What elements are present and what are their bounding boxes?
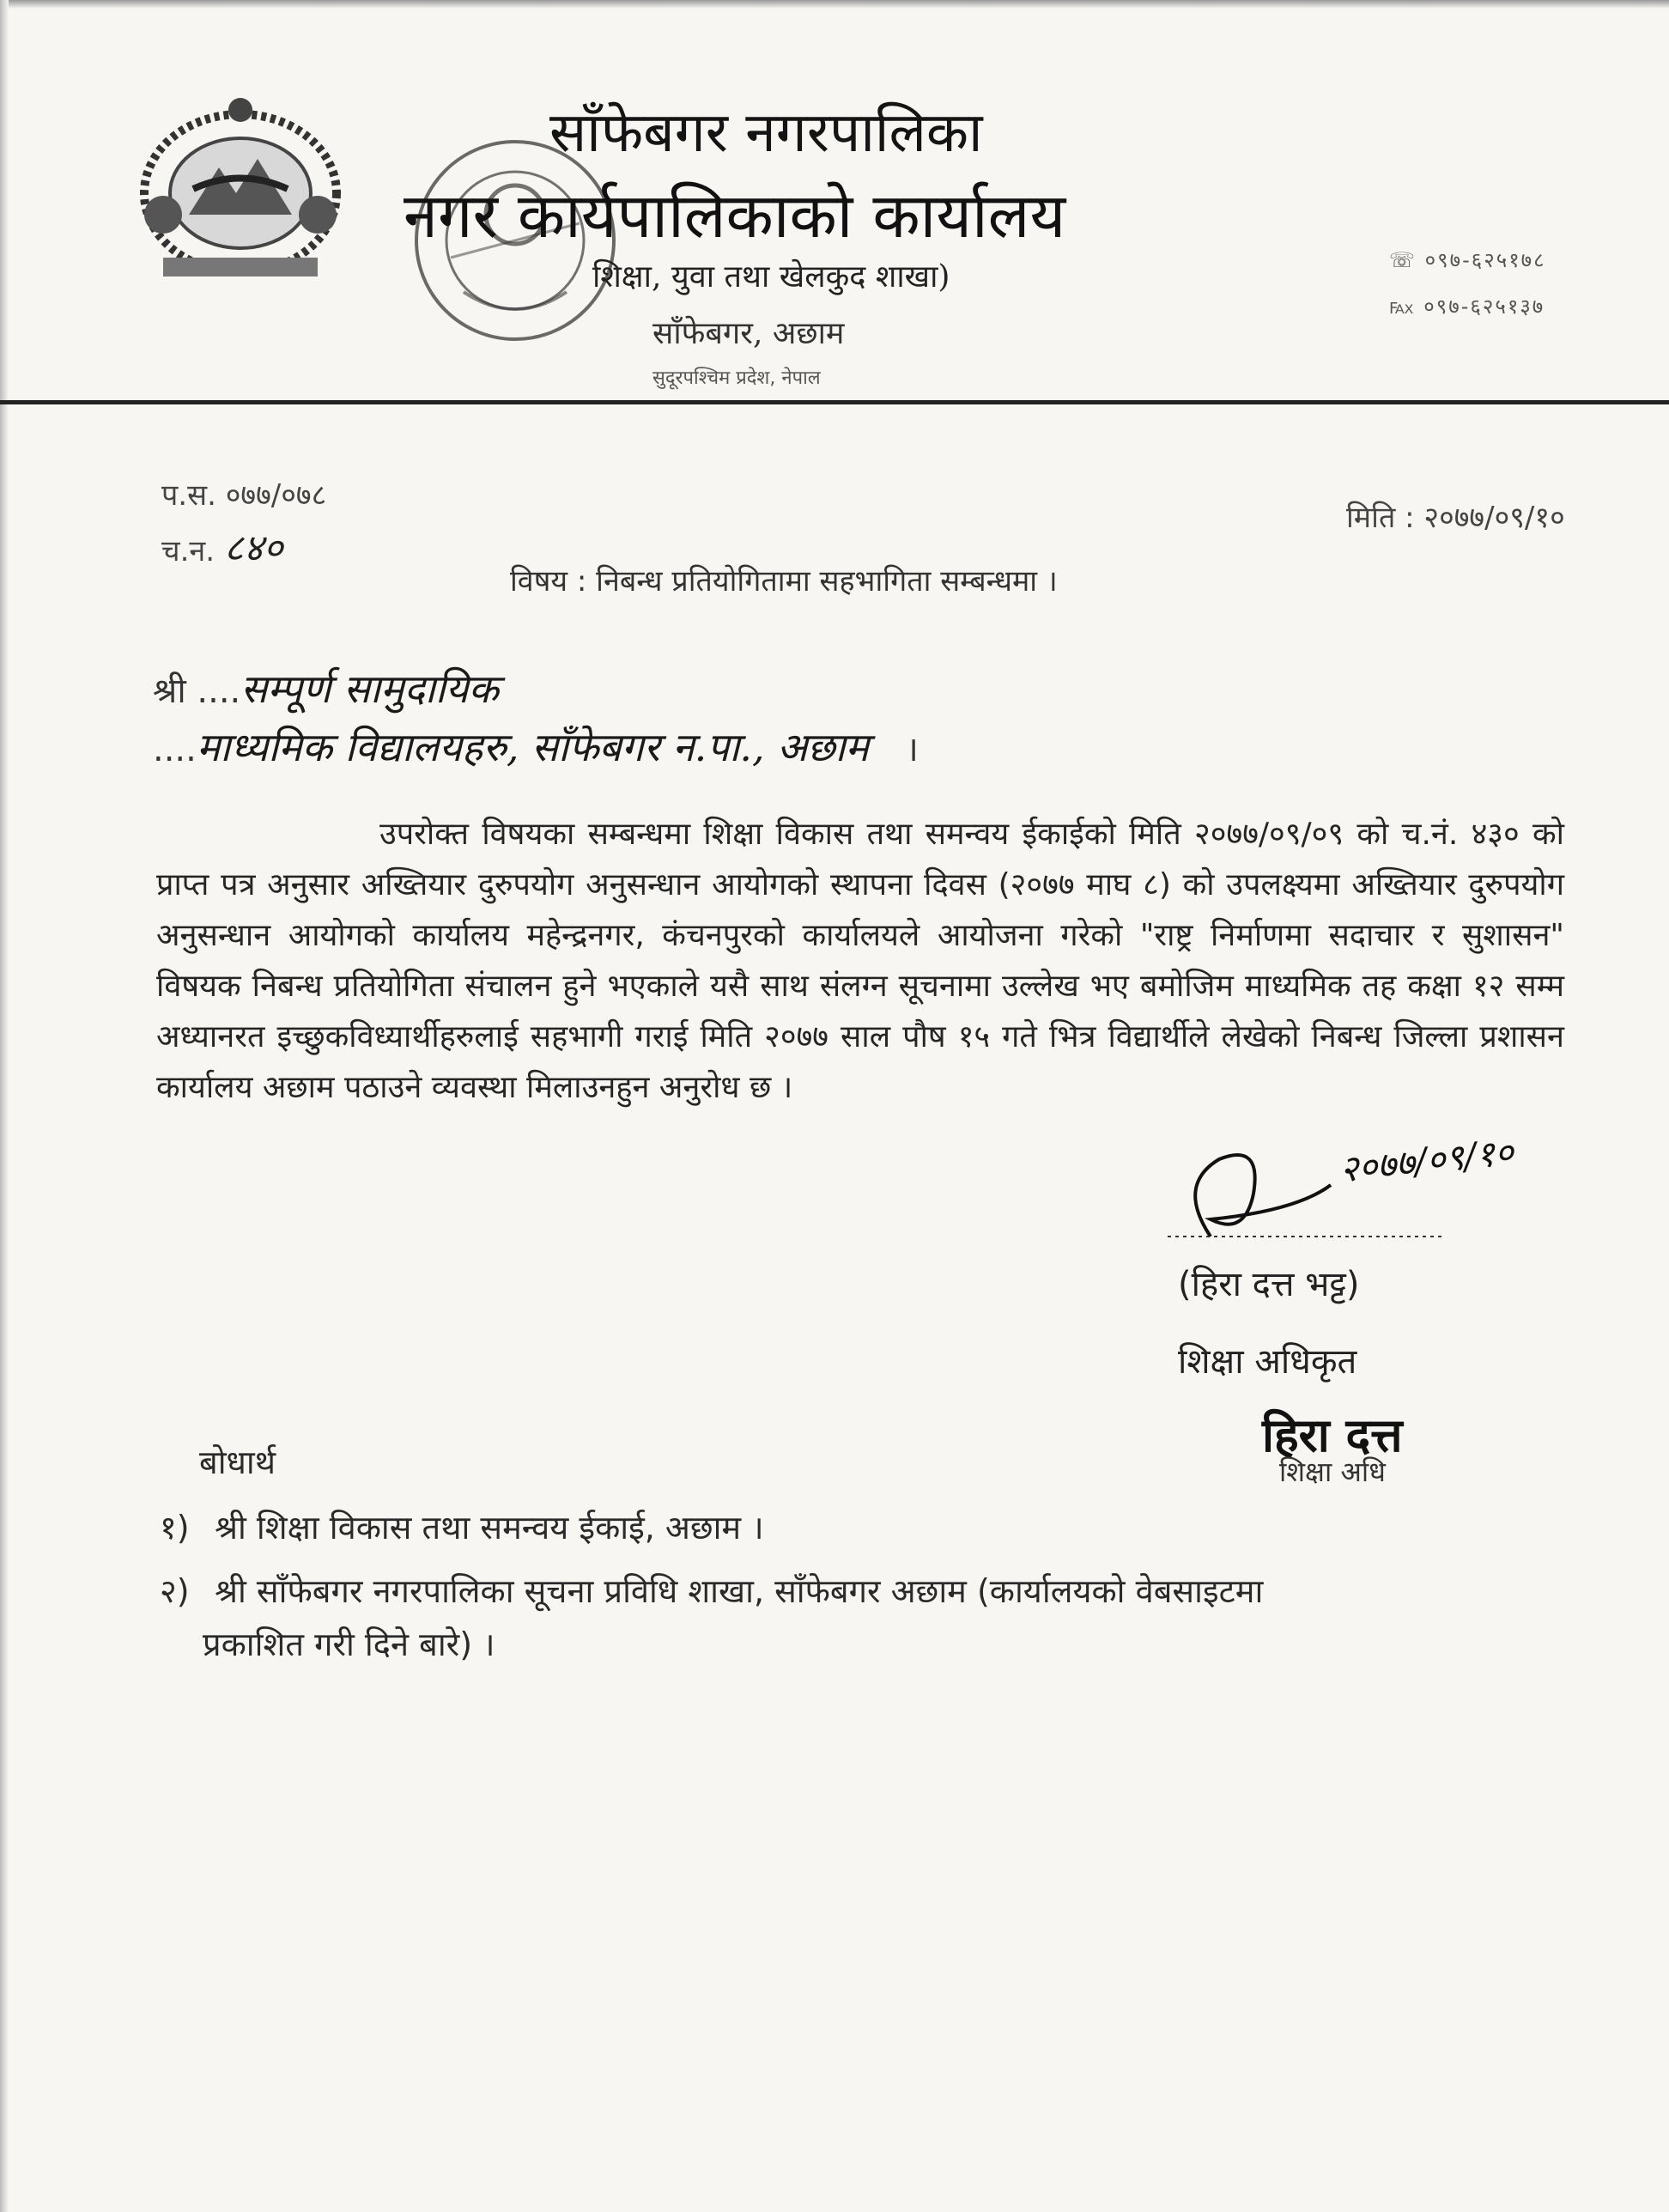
phone-value: ०९७-६२५१७८ xyxy=(1424,248,1546,272)
addressee-place: माध्यमिक विद्यालयहरु, साँफेबगर न.पा., अछाम xyxy=(196,724,870,770)
addressee-prefix: श्री xyxy=(153,672,186,711)
signed-date: २०७७/०९/१० xyxy=(1338,1130,1516,1191)
addressee-line-2: ....माध्यमिक विद्यालयहरु, साँफेबगर न.पा., अछाम । xyxy=(153,724,919,770)
fax-number xyxy=(1389,292,1545,320)
cc-item-text: श्री शिक्षा विकास तथा समन्वय ईकाई, अछाम । xyxy=(215,1509,764,1547)
name-stamp: हिरा दत्त xyxy=(1262,1408,1403,1462)
letter-body: उपरोक्त विषयका सम्बन्धमा शिक्षा विकास तथा समन्वय ईकाईको मिति २०७७/०९/०९ को च.नं. ४३० को प्राप्त पत्र अनुसार अख्तियार दुरुपयोग अनुसन्धान आयोगको स्थापना दिवस (२०७७ माघ ८) को उपलक्ष्यमा अख्तियार दुरुपयोग अनुसन्धान आयोगको कार्यालय महेन्द्रनगर, कंचनपुरको कार्यालयले आयोजना गरेको "राष्ट्र निर्माणमा सदाचार र सुशासन" विषयक निबन्ध प्रतियोगिता संचालन हुने भएकाले यसै साथ संलग्न सूचनामा उल्लेख भए बमोजिम माध्यमिक तह कक्षा १२ सम्म अध्यानरत इच्छुकविध्यार्थीहरुलाई सहभागी गराई मिति २०७७ साल पौष १५ गते भित्र विद्यार्थीले लेखेको निबन्ध जिल्ला प्रशासन कार्यालय अछाम पठाउने व्यवस्था मिलाउनहुन अनुरोध छ । xyxy=(156,817,1564,1105)
signatory-designation: शिक्षा अधिकृत xyxy=(1178,1342,1357,1382)
addressee-end: । xyxy=(905,730,919,769)
cc-heading: बोधार्थ xyxy=(199,1443,276,1481)
signatory-name: (हिरा दत्त भट्ट) xyxy=(1178,1265,1360,1304)
role-stamp: शिक्षा अधि xyxy=(1279,1455,1386,1488)
scan-edge-top xyxy=(0,0,1669,9)
fax-value: ०९७-६२५१३७ xyxy=(1423,295,1545,319)
phone-number xyxy=(1389,246,1546,274)
fiscal-year-ref: प.स. ०७७/०७८ xyxy=(161,478,327,513)
dispatch-label: च.न. xyxy=(161,534,215,568)
cc-item-text: श्री साँफेबगर नगरपालिका सूचना प्रविधि शाखा, साँफेबगर अछाम (कार्यालयको वेबसाइटमा xyxy=(215,1572,1264,1610)
letter-subject: विषय : निबन्ध प्रतियोगितामा सहभागिता सम्बन्धमा । xyxy=(510,564,1058,599)
fax-icon: ℻ xyxy=(1389,295,1416,319)
scan-edge-left xyxy=(0,0,9,2212)
cc-item xyxy=(160,1504,764,1549)
cc-item-continuation: प्रकाशित गरी दिने बारे) । xyxy=(203,1626,495,1663)
addressee-name: सम्पूर्ण सामुदायिक xyxy=(240,665,499,712)
office-location: साँफेबगर, अछाम xyxy=(652,316,845,351)
dispatch-ref xyxy=(161,520,283,572)
cc-item xyxy=(160,1568,1263,1613)
office-title: नगर कार्यपालिकाको कार्यालय xyxy=(404,179,1066,252)
nepal-emblem-logo xyxy=(112,86,369,292)
dispatch-number: ८४० xyxy=(223,526,283,570)
header-divider xyxy=(0,400,1669,404)
cc-item-index: २) xyxy=(160,1572,190,1610)
addressee-line-1: श्री ....सम्पूर्ण सामुदायिक xyxy=(153,665,499,712)
letter-date: मिति : २०७७/०९/१० xyxy=(1346,501,1565,535)
province-name: सुदूरपश्चिम प्रदेश, नेपाल xyxy=(652,368,821,389)
cc-item-index: १) xyxy=(160,1509,190,1547)
phone-icon: ☏ xyxy=(1389,248,1417,272)
municipality-title: साँफेबगर नगरपालिका xyxy=(549,101,983,165)
branch-name: शिक्षा, युवा तथा खेलकुद शाखा) xyxy=(592,259,950,295)
